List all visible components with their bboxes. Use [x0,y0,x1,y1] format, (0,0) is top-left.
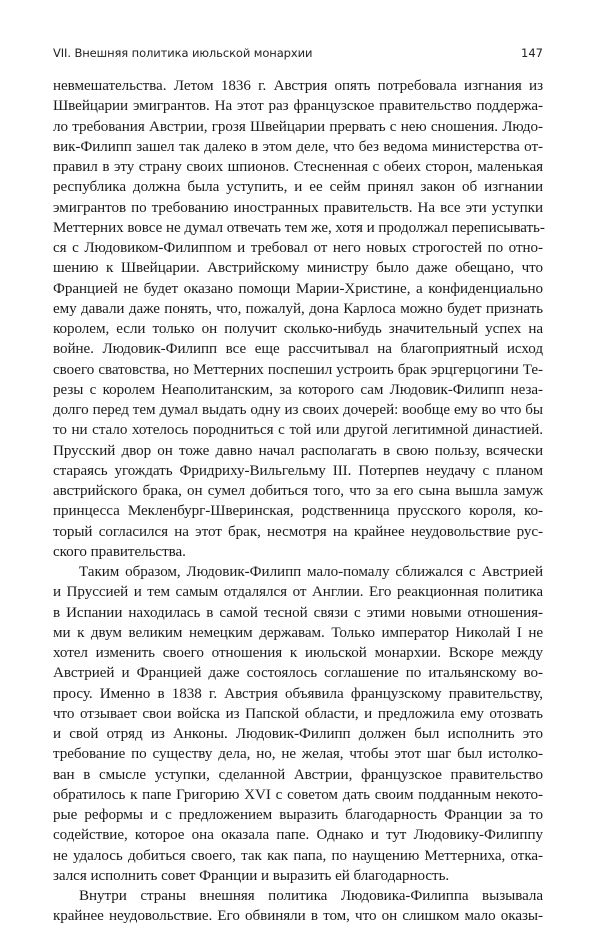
text-line: в Испании находилась в самой тесной связи с этими новыми отношения- [53,604,543,621]
text-line: то ни стало хотелось породниться с той или другой легитимной династией. [53,422,543,439]
text-line: ского правительства. [53,543,186,560]
text-line: долго перед тем думал выдать одну из своих дочерей: вообще ему во что бы [53,402,543,418]
text-line: зался исполнить совет Франции и выразить ей благодарность. [53,867,450,884]
text-line: крайнее неудовольствие. Его обвиняли в том, что он слишком мало оказы- [53,908,543,925]
chapter-title: VII. Внешняя политика июльской монархии [53,46,313,60]
text-line: Таким образом, Людовик-Филипп мало-помалу сближался с Австрией [79,564,543,580]
text-line: принцесса Мекленбург-Шверинская, родственница прусского короля, ко- [53,503,543,520]
text-line: Внутри страны внешняя политика Людовика-Филиппа вызывала [79,888,543,904]
text-line: резы с королем Неаполитанским, за которого сам Людовик-Филипп неза- [53,381,543,398]
body-text [53,76,543,927]
text-line: ся с Людовиком-Филиппом и требовал от него новых строгостей по отно- [53,240,543,256]
text-line: требование по существу дела, но, не желая, чтобы этот шаг был истолко- [53,746,543,763]
paragraph [53,76,543,562]
text-line: и свой отряд из Анконы. Людовик-Филипп должен был исполнить это [53,726,543,742]
text-line: ему давали даже понять, что, пожалуй, дона Карлоса можно будет признать [53,300,543,317]
page-number: 147 [521,46,543,60]
text-line: Меттерних вовсе не думал отвечать тем же, хотя и продолжал переписывать- [53,219,545,236]
text-line: ми к двум великим немецким державам. Только император Николай I не [53,624,543,641]
text-line: ло требования Австрии, грозя Швейцарии прервать с нею сношения. Людо- [53,118,543,135]
text-line: стараясь угождать Фридриху-Вильгельму III. Потерпев неудачу с планом [53,462,543,479]
text-line: просу. Именно в 1838 г. Австрия объявила французскому правительству, [53,685,543,702]
text-line: обратилось к папе Григорию XVI с советом дать своим подданным некото- [53,786,543,803]
paragraph [53,562,543,886]
text-line: Францией не будет оказано помощи Марии-Христине, а конфиденциально [53,280,543,297]
text-line: содействие, которое она оказала папе. Однако и тут Людовику-Филиппу [53,827,543,844]
text-line: что отзывает свои войска из Папской области, и предложила ему отозвать [53,705,543,722]
text-line: войне. Людовик-Филипп все еще рассчитывал на благоприятный исход [53,341,543,358]
text-line: республика должна была уступить, и ее сейм принял закон об изгнании [53,179,543,196]
text-line: вик-Филипп зашел так далеко в этом деле, что без ведома министерства от- [53,138,543,155]
text-line: королем, если только он получит сколько-нибудь значительный успех на [53,321,543,337]
running-header [53,46,543,66]
text-line: не удалось добиться своего, так как папа, по наущению Меттерниха, отка- [53,847,543,864]
text-line: хотел изменить своего отношения к июльской монархии. Вскоре между [53,645,543,661]
text-line: Прусский двор он тоже давно начал располагать в свою пользу, всячески [53,442,543,459]
text-line: и Пруссией и тем самым отдалялся от Англии. Его реакционная политика [53,584,543,601]
text-line: невмешательства. Летом 1836 г. Австрия опять потребовала изгнания из [53,78,543,94]
text-line: ван в смысле уступки, сделанной Австрии, французское правительство [53,766,543,783]
text-line: шению к Швейцарии. Австрийскому министру было даже обещано, что [53,260,543,277]
text-line: Швейцарии эмигрантов. На этот раз французское правительство поддержа- [53,98,543,115]
text-line: своего сватовства, но Меттерних поспешил устроить брак эрцгерцогини Те- [53,361,543,378]
text-line: эмигрантов по требованию иностранных правительств. На все эти уступки [53,199,543,216]
text-line: Австрией и Францией даже состоялось соглашение по итальянскому во- [53,665,543,682]
paragraph [53,886,543,927]
text-line: рые реформы и с предложением выразить благодарность Франции за то [53,807,543,823]
text-line: торый согласился на этот брак, несмотря на крайнее неудовольствие рус- [53,523,543,540]
text-line: правил в эту страну своих шпионов. Стесненная с обеих сторон, маленькая [53,159,543,175]
text-line: австрийского брака, он сумел добиться того, что за его сына вышла замуж [53,483,543,499]
